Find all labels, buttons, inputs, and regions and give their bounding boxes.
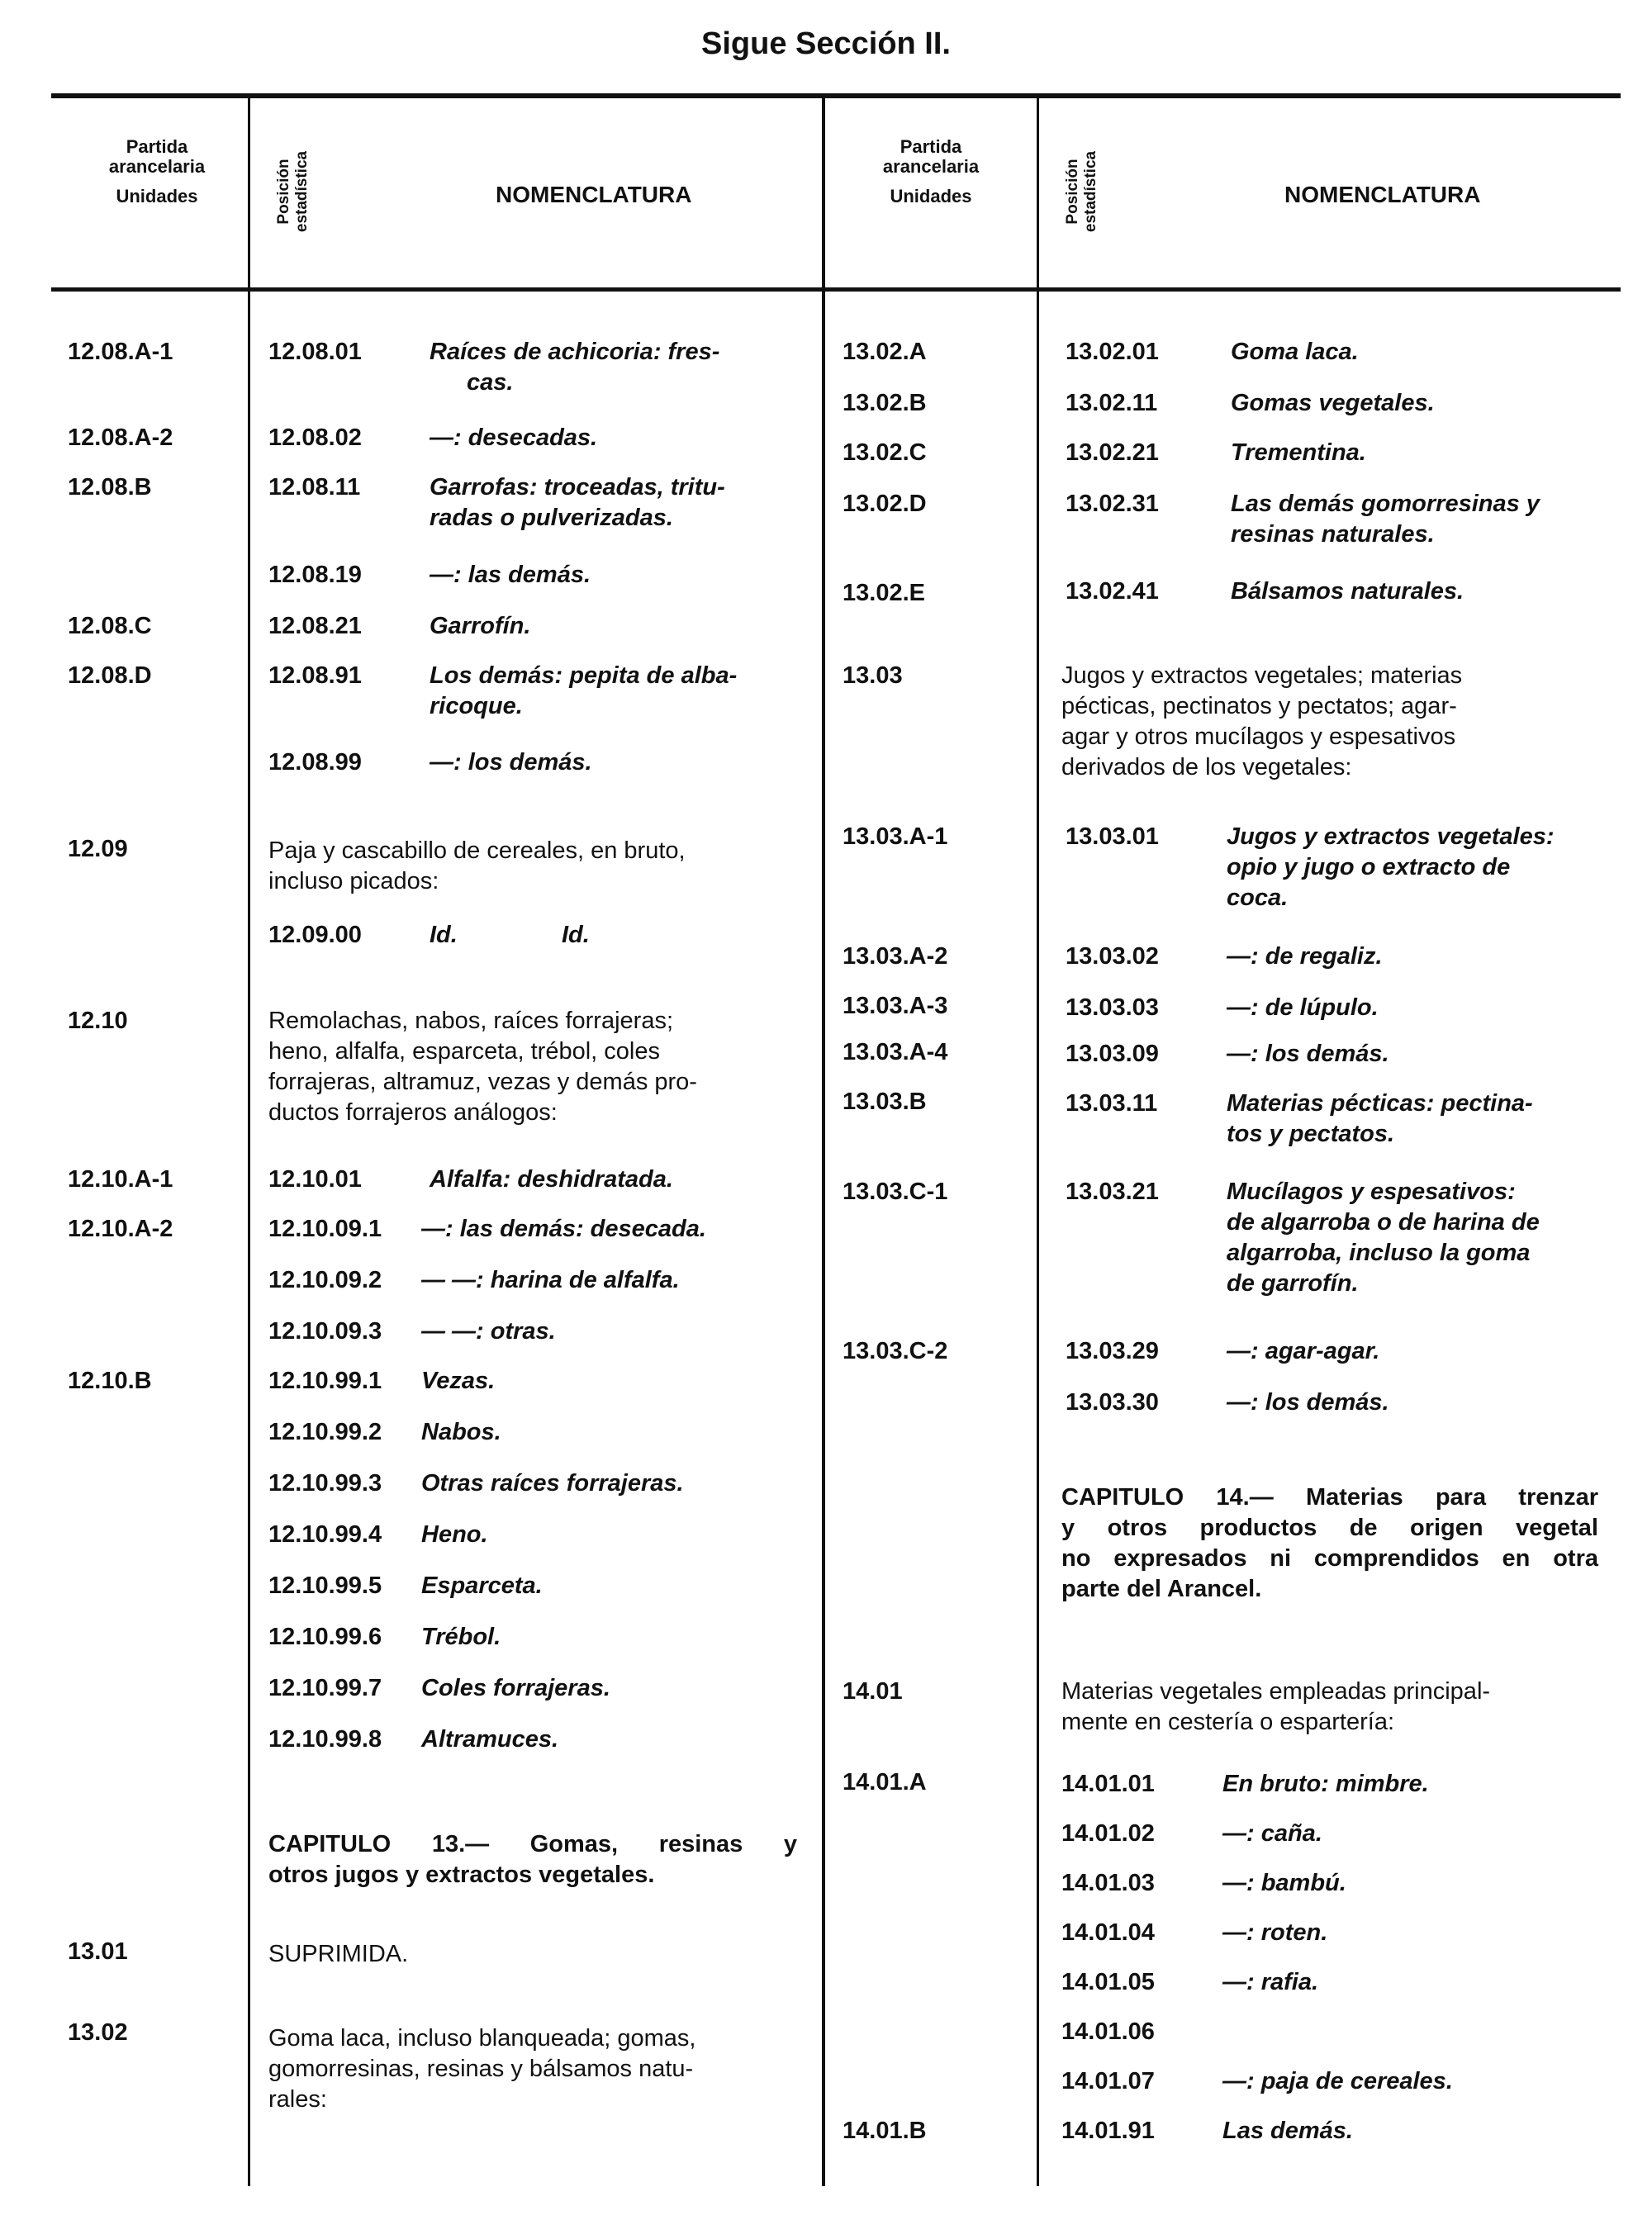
posicion-code: 12.08.11 — [268, 474, 361, 500]
description: Materias pécticas: pectina- — [1227, 1090, 1533, 1117]
posicion-code: 12.10.09.3 — [268, 1318, 382, 1345]
posicion-code: 14.01.06 — [1061, 2018, 1155, 2045]
description: —: roten. — [1222, 1919, 1328, 1946]
description: coca. — [1227, 885, 1289, 911]
description: —: de lúpulo. — [1227, 994, 1379, 1021]
partida-code: 13.03.A-3 — [843, 993, 948, 1019]
description: —: desecadas. — [430, 425, 598, 451]
description: —: los demás. — [1227, 1389, 1389, 1416]
header-posicion-line: estadística — [293, 150, 311, 233]
header-partida-line: Unidades — [890, 186, 972, 206]
description: —: las demás. — [430, 562, 591, 588]
posicion-code: 14.01.02 — [1061, 1820, 1155, 1847]
header-nomenclatura-right: NOMENCLATURA — [1284, 182, 1481, 207]
header-partida-line: Unidades — [116, 186, 198, 206]
description: de algarroba o de harina de — [1227, 1209, 1540, 1236]
posicion-code: 13.03.01 — [1066, 823, 1159, 850]
partida-code: 12.08.A-1 — [68, 339, 173, 365]
heading-line: Materias vegetales empleadas principal- — [1061, 1678, 1491, 1705]
header-partida-line: arancelaria — [882, 156, 980, 177]
description: — —: harina de alfalfa. — [421, 1267, 680, 1293]
heading-line: gomorresinas, resinas y bálsamos natu- — [268, 2056, 694, 2082]
description: Garrofas: troceadas, tritu- — [430, 474, 725, 500]
partida-code: 12.08.C — [68, 613, 152, 639]
header-nomenclatura-left: NOMENCLATURA — [496, 182, 692, 207]
description: Alfalfa: deshidratada. — [430, 1166, 673, 1193]
col-divider-center — [822, 97, 825, 2186]
description: Esparceta. — [421, 1572, 543, 1599]
col-divider-left-1 — [248, 97, 250, 2186]
partida-code: 13.03.C-2 — [843, 1338, 948, 1364]
description: Jugos y extractos vegetales: — [1227, 823, 1555, 850]
description: Garrofín. — [430, 613, 531, 639]
chapter-line: parte del Arancel. — [1061, 1576, 1262, 1602]
header-partida-right — [848, 132, 1014, 211]
description: radas o pulverizadas. — [430, 505, 673, 531]
posicion-code: 12.08.02 — [268, 425, 362, 451]
posicion-code: 13.02.01 — [1066, 339, 1159, 365]
header-partida-line: Partida — [126, 136, 188, 157]
description: —: paja de cereales. — [1222, 2068, 1453, 2094]
partida-code: 13.02.A — [843, 339, 927, 365]
posicion-code: 12.10.01 — [268, 1166, 362, 1193]
partida-code: 13.03 — [843, 662, 903, 689]
heading-line: forrajeras, altramuz, vezas y demás pro- — [268, 1069, 697, 1095]
partida-code: 14.01.A — [843, 1769, 927, 1795]
description: Nabos. — [421, 1419, 501, 1445]
description: —: de regaliz. — [1227, 943, 1383, 970]
heading-line: derivados de los vegetales: — [1061, 754, 1352, 780]
posicion-code: 14.01.91 — [1061, 2118, 1155, 2144]
description: Otras raíces forrajeras. — [421, 1470, 684, 1497]
description: de garrofín. — [1227, 1270, 1359, 1297]
posicion-code: 14.01.03 — [1061, 1870, 1155, 1896]
partida-code: 13.03.A-2 — [843, 943, 948, 970]
posicion-code: 13.02.31 — [1066, 491, 1159, 517]
posicion-code: 13.02.11 — [1066, 390, 1158, 416]
heading-line: ductos forrajeros análogos: — [268, 1099, 558, 1126]
header-posicion-line: estadística — [1082, 150, 1099, 233]
description: Id. — [562, 922, 590, 948]
description: algarroba, incluso la goma — [1227, 1240, 1531, 1266]
heading-text: SUPRIMIDA. — [268, 1941, 409, 1967]
posicion-code: 13.02.41 — [1066, 578, 1159, 605]
posicion-code: 13.03.09 — [1066, 1041, 1159, 1067]
partida-code: 13.03.A-1 — [843, 823, 948, 850]
header-partida-line: arancelaria — [108, 156, 206, 177]
description: Heno. — [421, 1521, 488, 1548]
description: Los demás: pepita de alba- — [430, 662, 738, 689]
chapter-line: otros jugos y extractos vegetales. — [268, 1862, 655, 1888]
posicion-code: 12.08.19 — [268, 562, 362, 588]
header-posicion-left — [275, 134, 311, 249]
description: —: las demás: desecada. — [421, 1216, 706, 1242]
posicion-code: 14.01.05 — [1061, 1969, 1155, 1995]
top-rule — [51, 93, 1621, 98]
posicion-code: 12.08.91 — [268, 662, 362, 689]
partida-code: 12.10.B — [68, 1368, 152, 1394]
partida-code: 13.02 — [68, 2019, 128, 2046]
posicion-code: 12.10.09.2 — [268, 1267, 382, 1293]
heading-line: Jugos y extractos vegetales; materias — [1061, 662, 1463, 689]
chapter-line: y otros productos de origen vegetal — [1061, 1515, 1598, 1541]
description: Id. — [430, 922, 458, 948]
partida-code: 13.02.B — [843, 390, 927, 416]
posicion-code: 12.09.00 — [268, 922, 362, 948]
partida-code: 13.03.A-4 — [843, 1039, 948, 1065]
chapter-heading — [268, 1829, 797, 1890]
description: —: los demás. — [430, 749, 592, 776]
posicion-code: 13.03.11 — [1066, 1090, 1158, 1117]
partida-code: 12.08.B — [68, 474, 152, 500]
heading-line: Remolachas, nabos, raíces forrajeras; — [268, 1008, 673, 1034]
description: Gomas vegetales. — [1231, 390, 1435, 416]
description: opio y jugo o extracto de — [1227, 854, 1511, 880]
partida-code: 12.08.A-2 — [68, 425, 173, 451]
description: Altramuces. — [421, 1726, 559, 1753]
heading-text — [268, 1006, 797, 1128]
description: Bálsamos naturales. — [1231, 578, 1464, 605]
description: resinas naturales. — [1231, 521, 1435, 548]
posicion-code: 13.03.30 — [1066, 1389, 1159, 1416]
chapter-line: no expresados ni comprendidos en otra — [1061, 1545, 1598, 1572]
posicion-code: 12.10.99.6 — [268, 1624, 382, 1650]
header-posicion-line: Posición — [275, 159, 292, 225]
posicion-code: 12.10.99.5 — [268, 1572, 382, 1599]
posicion-code: 12.10.99.8 — [268, 1726, 382, 1753]
posicion-code: 13.03.21 — [1066, 1179, 1159, 1205]
posicion-code: 12.10.99.1 — [268, 1368, 382, 1394]
header-partida-left — [74, 132, 240, 211]
description: Vezas. — [421, 1368, 496, 1394]
col-divider-right-1 — [1037, 97, 1039, 2186]
partida-code: 12.09 — [68, 836, 128, 862]
posicion-code: 12.08.21 — [268, 613, 362, 639]
partida-code: 13.03.B — [843, 1089, 927, 1115]
partida-code: 12.10.A-2 — [68, 1216, 173, 1242]
heading-line: rales: — [268, 2086, 327, 2113]
description: Trementina. — [1231, 439, 1366, 466]
posicion-code: 12.10.99.4 — [268, 1521, 382, 1548]
header-posicion-line: Posición — [1064, 159, 1081, 225]
description: —: caña. — [1222, 1820, 1322, 1847]
heading-text: Paja y cascabillo de cereales, en bruto, — [268, 837, 686, 864]
partida-code: 12.10.A-1 — [68, 1166, 173, 1193]
heading-line: Goma laca, incluso blanqueada; gomas, — [268, 2025, 696, 2052]
posicion-code: 14.01.01 — [1061, 1771, 1155, 1797]
heading-text — [1061, 1677, 1598, 1738]
description: Goma laca. — [1231, 339, 1359, 365]
description: Coles forrajeras. — [421, 1675, 610, 1701]
description: tos y pectatos. — [1227, 1121, 1395, 1147]
chapter-heading — [1061, 1482, 1598, 1605]
posicion-code: 13.03.02 — [1066, 943, 1159, 970]
description: En bruto: mimbre. — [1222, 1771, 1429, 1797]
posicion-code: 12.08.99 — [268, 749, 362, 776]
description: Las demás. — [1222, 2118, 1353, 2144]
header-rule — [51, 287, 1621, 292]
posicion-code: 13.03.29 — [1066, 1338, 1159, 1364]
description: ricoque. — [430, 693, 523, 719]
partida-code: 14.01.B — [843, 2118, 927, 2144]
posicion-code: 14.01.07 — [1061, 2068, 1155, 2094]
description: Trébol. — [421, 1624, 501, 1650]
partida-code: 13.03.C-1 — [843, 1179, 948, 1205]
heading-line: pécticas, pectinatos y pectatos; agar- — [1061, 693, 1457, 719]
description: Mucílagos y espesativos: — [1227, 1179, 1516, 1205]
heading-text: incluso picados: — [268, 868, 439, 894]
posicion-code: 12.10.99.7 — [268, 1675, 382, 1701]
chapter-line: CAPITULO 14.— Materias para trenzar — [1061, 1484, 1598, 1511]
partida-code: 13.02.D — [843, 491, 927, 517]
heading-line: agar y otros mucílagos y espesativos — [1061, 723, 1456, 750]
posicion-code: 12.10.99.3 — [268, 1470, 382, 1497]
description: Las demás gomorresinas y — [1231, 491, 1540, 517]
page-title: Sigue Sección II. — [701, 26, 951, 61]
partida-code: 13.02.E — [843, 580, 925, 606]
description: Raíces de achicoria: fres- — [430, 339, 720, 365]
description: —: rafia. — [1222, 1969, 1319, 1995]
posicion-code: 12.10.09.1 — [268, 1216, 382, 1242]
heading-text — [1061, 661, 1598, 783]
partida-code: 12.10 — [68, 1008, 128, 1034]
description: — —: otras. — [421, 1318, 556, 1345]
posicion-code: 13.02.21 — [1066, 439, 1159, 466]
partida-code: 14.01 — [843, 1678, 903, 1705]
description: cas. — [467, 369, 514, 396]
partida-code: 13.01 — [68, 1938, 128, 1965]
posicion-code: 13.03.03 — [1066, 994, 1159, 1021]
heading-line: mente en cestería o espartería: — [1061, 1709, 1394, 1735]
posicion-code: 14.01.04 — [1061, 1919, 1155, 1946]
partida-code: 13.02.C — [843, 439, 927, 466]
header-posicion-right — [1064, 134, 1100, 249]
description: —: bambú. — [1222, 1870, 1346, 1896]
chapter-line: CAPITULO 13.— Gomas, resinas y — [268, 1831, 797, 1857]
heading-text — [268, 2023, 797, 2115]
posicion-code: 12.08.01 — [268, 339, 362, 365]
posicion-code: 12.10.99.2 — [268, 1419, 382, 1445]
description: —: agar-agar. — [1227, 1338, 1380, 1364]
description: —: los demás. — [1227, 1041, 1389, 1067]
heading-line: heno, alfalfa, esparceta, trébol, coles — [268, 1038, 660, 1065]
header-partida-line: Partida — [900, 136, 962, 157]
partida-code: 12.08.D — [68, 662, 152, 689]
